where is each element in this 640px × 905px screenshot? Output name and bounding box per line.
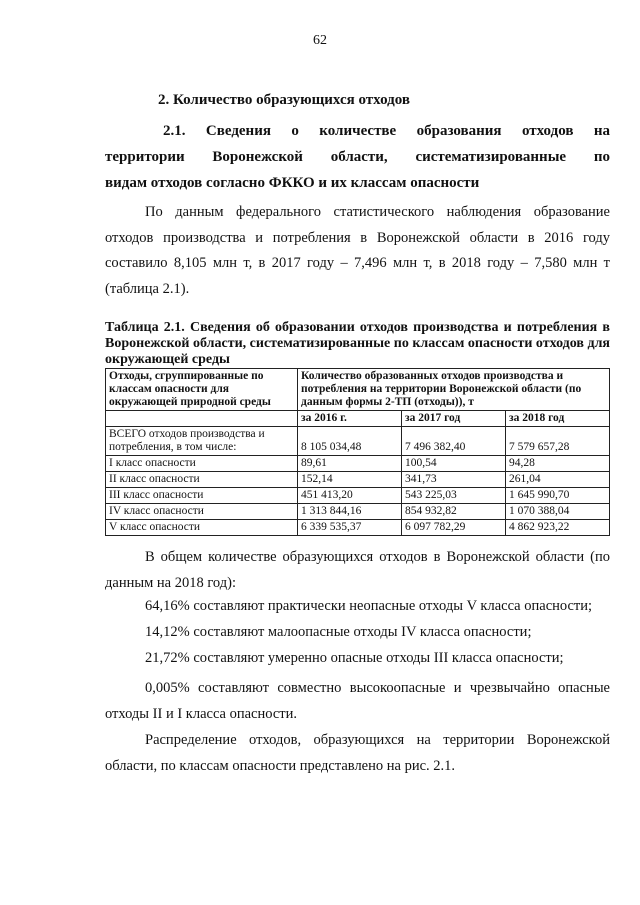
page-number: 62 xyxy=(313,33,327,48)
table-cell-label: III класс опасности xyxy=(106,488,298,504)
table-cell-2017: 543 225,03 xyxy=(402,488,506,504)
table-cell-2016: 152,14 xyxy=(298,472,402,488)
table-cell-2017: 6 097 782,29 xyxy=(402,520,506,536)
table-cell-label: II класс опасности xyxy=(106,472,298,488)
table-row-class-1 xyxy=(106,456,610,472)
table-cell-2016: 8 105 034,48 xyxy=(298,427,402,456)
table-cell-2018: 94,28 xyxy=(506,456,610,472)
table-header-year-2017: за 2017 год xyxy=(402,411,506,427)
section-heading: 2. Количество образующихся отходов xyxy=(158,92,410,108)
subsection-heading xyxy=(105,118,610,196)
intro-paragraph: По данным федерального статистического наблюдения образование отходов производства и потребления в Воронежской области в 2016 году составило 8,105 млн т, в 2017 году – 7,496 млн т, в 2018 году – 7,580 млн т (таблица 2.1). xyxy=(105,204,610,297)
table-cell-label: V класс опасности xyxy=(106,520,298,536)
table-cell-label: I класс опасности xyxy=(106,456,298,472)
table-cell-2016: 451 413,20 xyxy=(298,488,402,504)
share-line-classes-1-2: 0,005% составляют совместно высокоопасные и чрезвычайно опасные отходы II и I класса опасности. xyxy=(105,680,610,722)
table-cell-2018: 4 862 923,22 xyxy=(506,520,610,536)
table-cell-2017: 341,73 xyxy=(402,472,506,488)
share-line-class-4: 14,12% составляют малоопасные отходы IV класса опасности; xyxy=(145,624,532,640)
table-cell-2018: 1 645 990,70 xyxy=(506,488,610,504)
waste-table xyxy=(105,368,610,536)
table-cell-2016: 6 339 535,37 xyxy=(298,520,402,536)
table-cell-2018: 7 579 657,28 xyxy=(506,427,610,456)
table-row-total xyxy=(106,427,610,456)
table-cell-2016: 89,61 xyxy=(298,456,402,472)
table-cell-2017: 7 496 382,40 xyxy=(402,427,506,456)
table-cell-label: ВСЕГО отходов производства и потребления, в том числе: xyxy=(106,427,298,456)
table-row-class-2 xyxy=(106,472,610,488)
table-years-row xyxy=(106,411,610,427)
share-line-class-5: 64,16% составляют практически неопасные отходы V класса опасности; xyxy=(145,598,593,614)
after-table-paragraph: В общем количестве образующихся отходов в Воронежской области (по данным на 2018 год): xyxy=(105,549,610,591)
table-header-group: Количество образованных отходов производства и потребления на территории Воронежской области (по данным формы 2-ТП (отходы)), т xyxy=(298,369,610,411)
table-cell-2017: 100,54 xyxy=(402,456,506,472)
table-header-category: Отходы, сгруппированные по классам опасности для окружающей природной среды xyxy=(106,369,298,411)
table-header-row xyxy=(106,369,610,411)
subsection-heading-line-2: территории Воронежской области, систематизированные по xyxy=(105,149,610,165)
table-caption: Таблица 2.1. Сведения об образовании отходов производства и потребления в Воронежской области, систематизированные по классам опасности отходов для окружающей среды xyxy=(105,320,610,367)
table-cell-label: IV класс опасности xyxy=(106,504,298,520)
table-row-class-3 xyxy=(106,488,610,504)
table-row-class-5 xyxy=(106,520,610,536)
table-header-year-2018: за 2018 год xyxy=(506,411,610,427)
share-line-class-3: 21,72% составляют умеренно опасные отходы III класса опасности; xyxy=(145,650,564,666)
table-header-year-2016: за 2016 г. xyxy=(298,411,402,427)
subsection-heading-line-3: видам отходов согласно ФККО и их классам опасности xyxy=(105,175,480,191)
table-cell-2018: 261,04 xyxy=(506,472,610,488)
table-row-class-4 xyxy=(106,504,610,520)
table-cell-2016: 1 313 844,16 xyxy=(298,504,402,520)
closing-paragraph: Распределение отходов, образующихся на территории Воронежской области, по классам опасности представлено на рис. 2.1. xyxy=(105,732,610,774)
table-cell-2017: 854 932,82 xyxy=(402,504,506,520)
subsection-heading-line-1: 2.1. Сведения о количестве образования отходов на xyxy=(163,123,610,139)
table-header-spacer xyxy=(106,411,298,427)
table-cell-2018: 1 070 388,04 xyxy=(506,504,610,520)
